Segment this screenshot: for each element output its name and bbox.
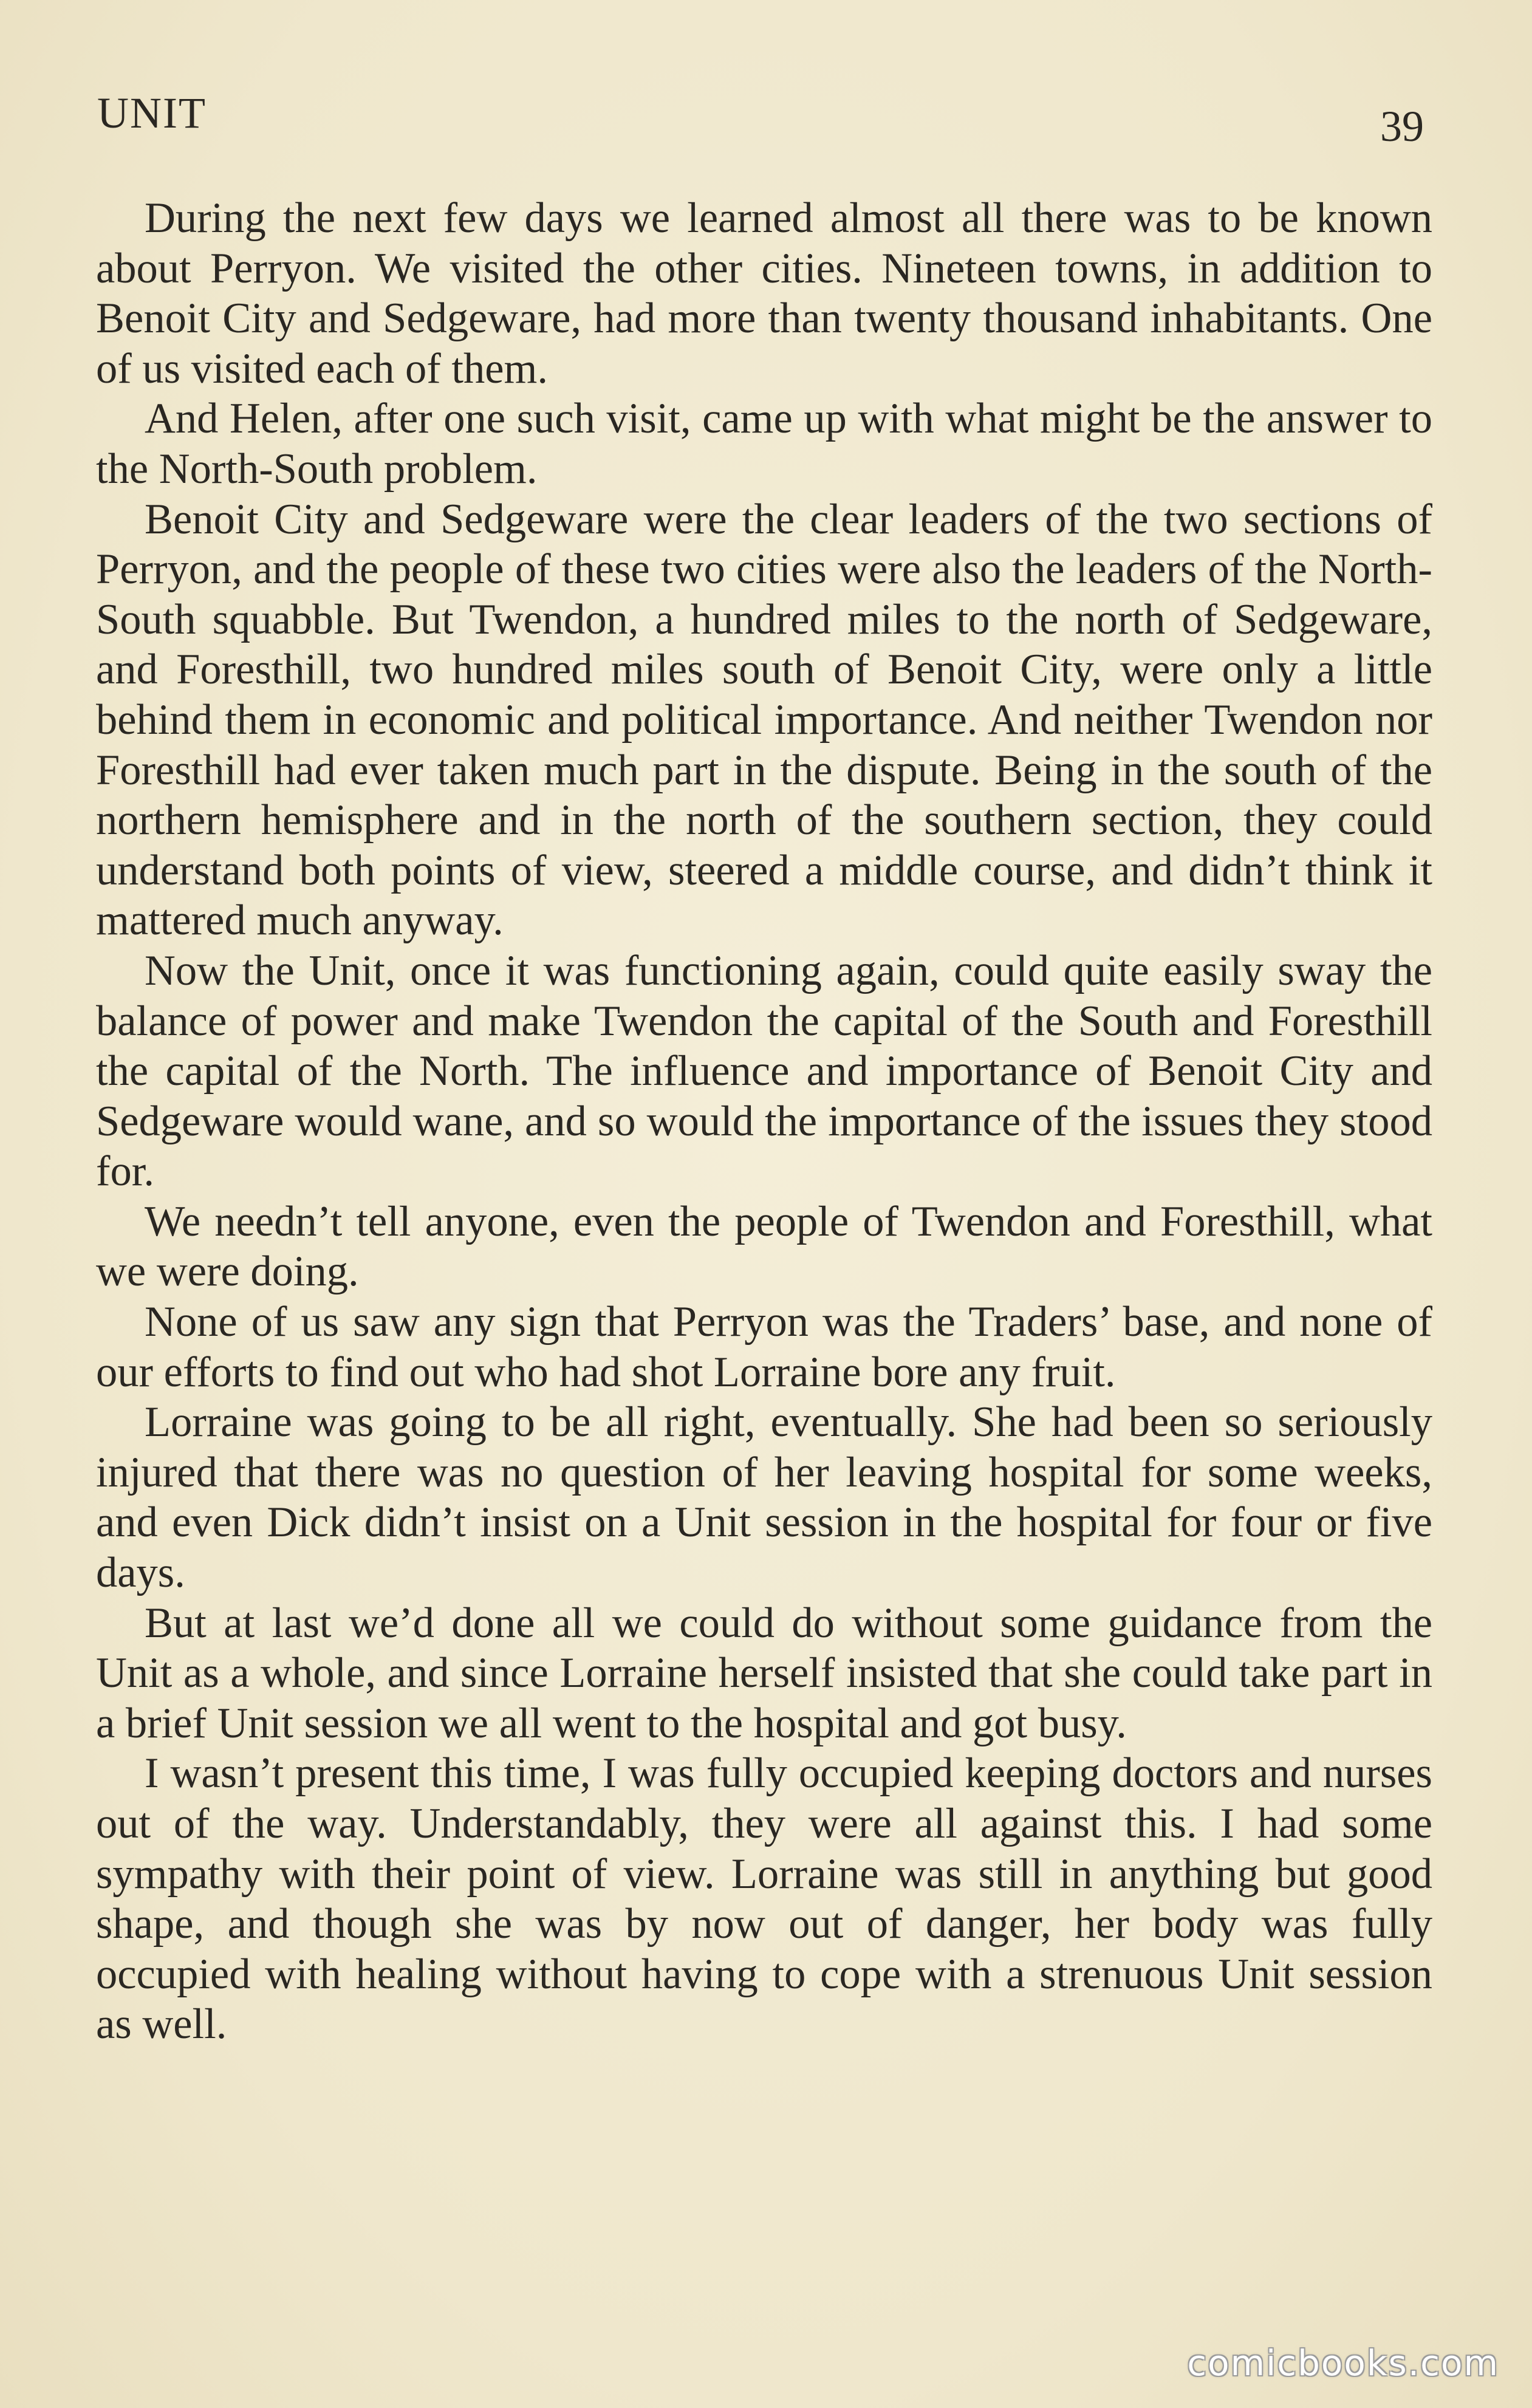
- paragraph: During the next few days we learned almost all there was to be known about Perryon. We visited the other cities. Nineteen towns, in addition to Benoit City and Sedgeware, had more than twenty thousand inhabitants. One of us visited each of them.: [96, 194, 1432, 392]
- body-text: [96, 193, 1432, 2050]
- paragraph: I wasn’t present this time, I was fully occupied keeping doctors and nurses out of the way. Understandably, they were all against this. I had some sympathy with their point of view. Lorraine was still in anything but good shape, and though she was by now out of danger, her body was fully occupied with healing without having to cope with a strenuous Unit session as well.: [96, 1750, 1432, 2048]
- paragraph: We needn’t tell anyone, even the people of Twendon and Foresthill, what we were doing.: [96, 1197, 1432, 1296]
- watermark: comicbooks.com: [1187, 2342, 1499, 2384]
- paragraph: And Helen, after one such visit, came up with what might be the answer to the North-South problem.: [96, 395, 1432, 493]
- paragraph: None of us saw any sign that Perryon was the Traders’ base, and none of our efforts to find out who had shot Lorraine bore any fruit.: [96, 1298, 1432, 1396]
- paragraph: Benoit City and Sedgeware were the clear leaders of the two sections of Perryon, and the people of these two cities were also the leaders of the North-South squabble. But Twendon, a hundred miles to the north of Sedgeware, and Foresthill, two hundred miles south of Benoit City, were only a little behind them in economic and political importance. And neither Twendon nor Foresthill had ever taken much part in the dispute. Being in the south of the northern hemisphere and in the north of the southern section, they could understand both points of view, steered a middle course, and didn’t think it mattered much anyway.: [96, 495, 1432, 945]
- paragraph: Lorraine was going to be all right, eventually. She had been so seriously injured that there was no question of her leaving hospital for some weeks, and even Dick didn’t insist on a Unit session in the hospital for four or five days.: [96, 1398, 1432, 1597]
- paragraph: Now the Unit, once it was functioning again, could quite easily sway the balance of power and make Twendon the capital of the South and Foresthill the capital of the North. The influence and importance of Benoit City and Sedgeware would wane, and so would the importance of the issues they stood for.: [96, 946, 1432, 1195]
- running-title: UNIT: [97, 89, 207, 137]
- page-number: 39: [1380, 102, 1424, 151]
- paragraph: But at last we’d done all we could do without some guidance from the Unit as a whole, and since Lorraine herself insisted that she could take part in a brief Unit session we all went to the hospital and got busy.: [96, 1599, 1432, 1747]
